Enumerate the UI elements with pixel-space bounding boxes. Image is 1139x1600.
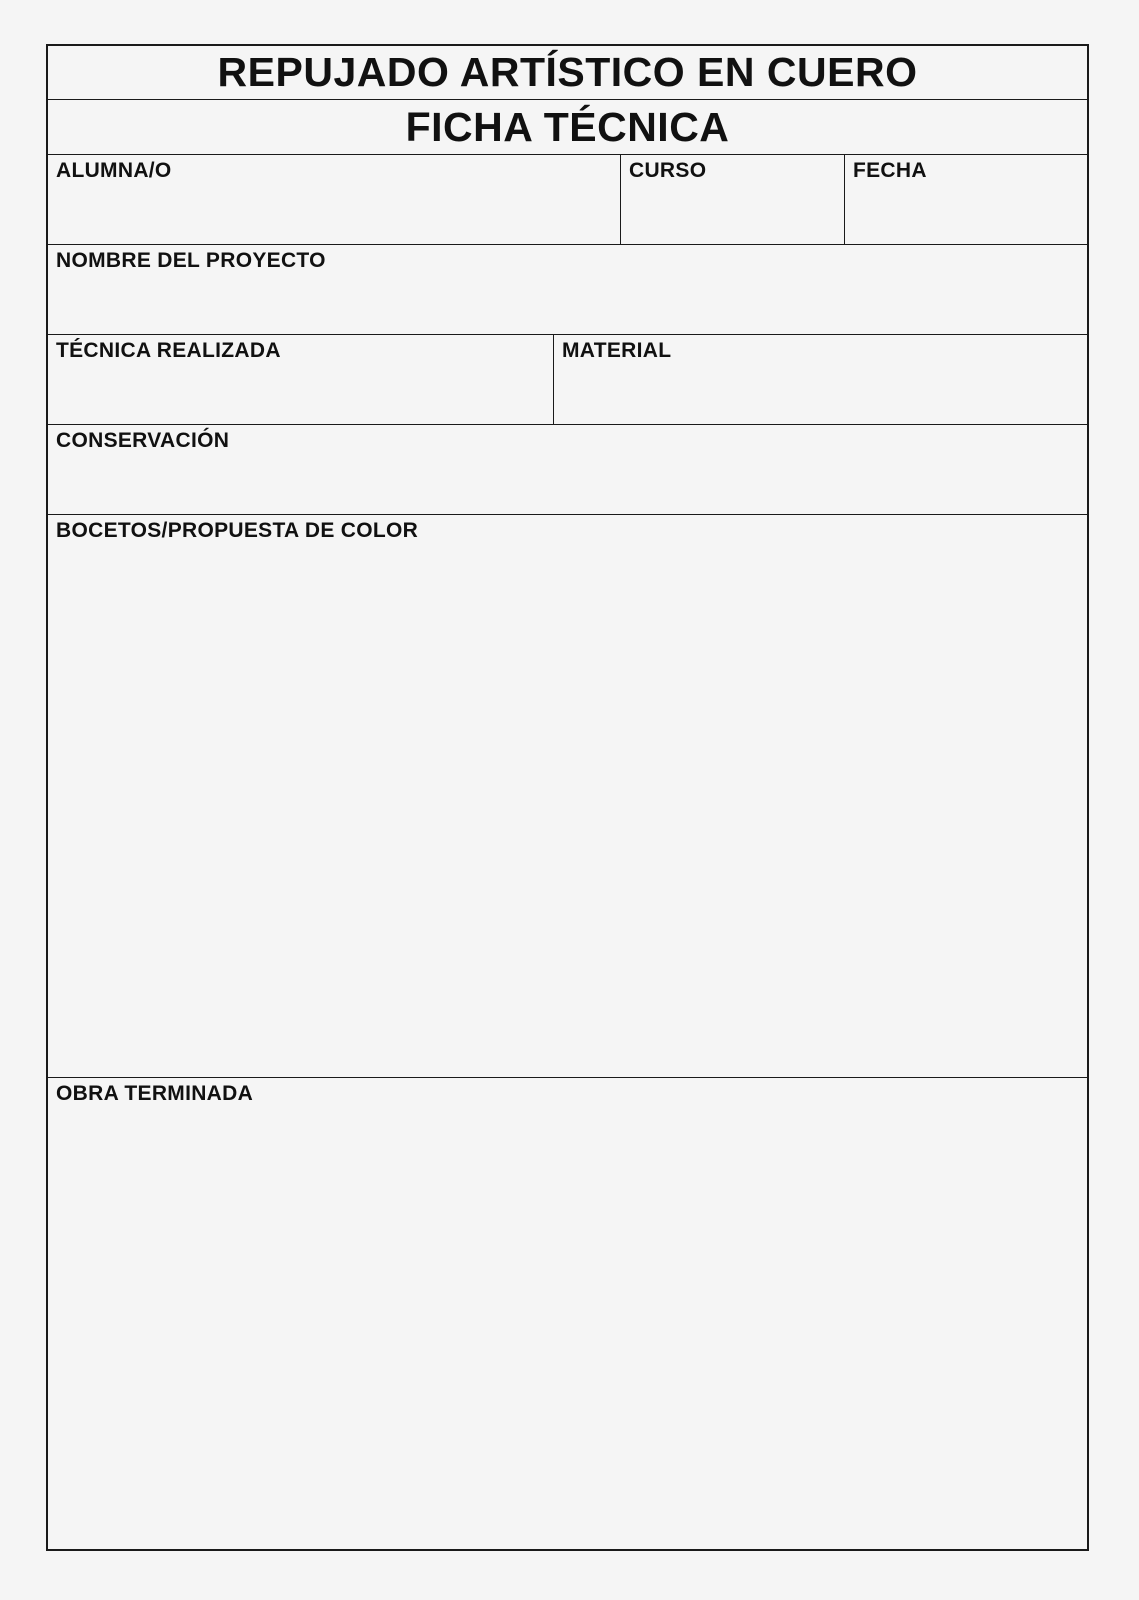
date-field[interactable] — [845, 155, 1087, 244]
student-field[interactable] — [48, 155, 621, 244]
technique-field[interactable] — [48, 335, 554, 424]
subtitle-row — [48, 100, 1087, 155]
conservation-row — [48, 425, 1087, 515]
technique-material-row — [48, 335, 1087, 425]
student-label: ALUMNA/O — [56, 159, 172, 182]
form-title: REPUJADO ARTÍSTICO EN CUERO — [217, 49, 918, 95]
technique-label: TÉCNICA REALIZADA — [56, 339, 281, 362]
sketches-area[interactable] — [48, 515, 1087, 1077]
conservation-field[interactable] — [48, 425, 1087, 514]
course-label: CURSO — [629, 159, 707, 182]
sketches-label: BOCETOS/PROPUESTA DE COLOR — [56, 519, 419, 542]
student-course-date-row — [48, 155, 1087, 245]
form-subtitle: FICHA TÉCNICA — [405, 103, 730, 150]
date-label: FECHA — [853, 159, 927, 182]
course-field[interactable] — [621, 155, 845, 244]
title-row — [48, 46, 1087, 100]
sketches-row — [48, 515, 1087, 1078]
technical-sheet-form — [46, 44, 1089, 1551]
project-name-field[interactable] — [48, 245, 1087, 334]
finished-work-label: OBRA TERMINADA — [56, 1082, 254, 1105]
finished-work-row — [48, 1078, 1087, 1549]
conservation-label: CONSERVACIÓN — [56, 429, 230, 452]
material-field[interactable] — [554, 335, 1087, 424]
project-name-row — [48, 245, 1087, 335]
material-label: MATERIAL — [562, 339, 672, 362]
finished-work-area[interactable] — [48, 1078, 1087, 1549]
project-name-label: NOMBRE DEL PROYECTO — [56, 249, 326, 272]
